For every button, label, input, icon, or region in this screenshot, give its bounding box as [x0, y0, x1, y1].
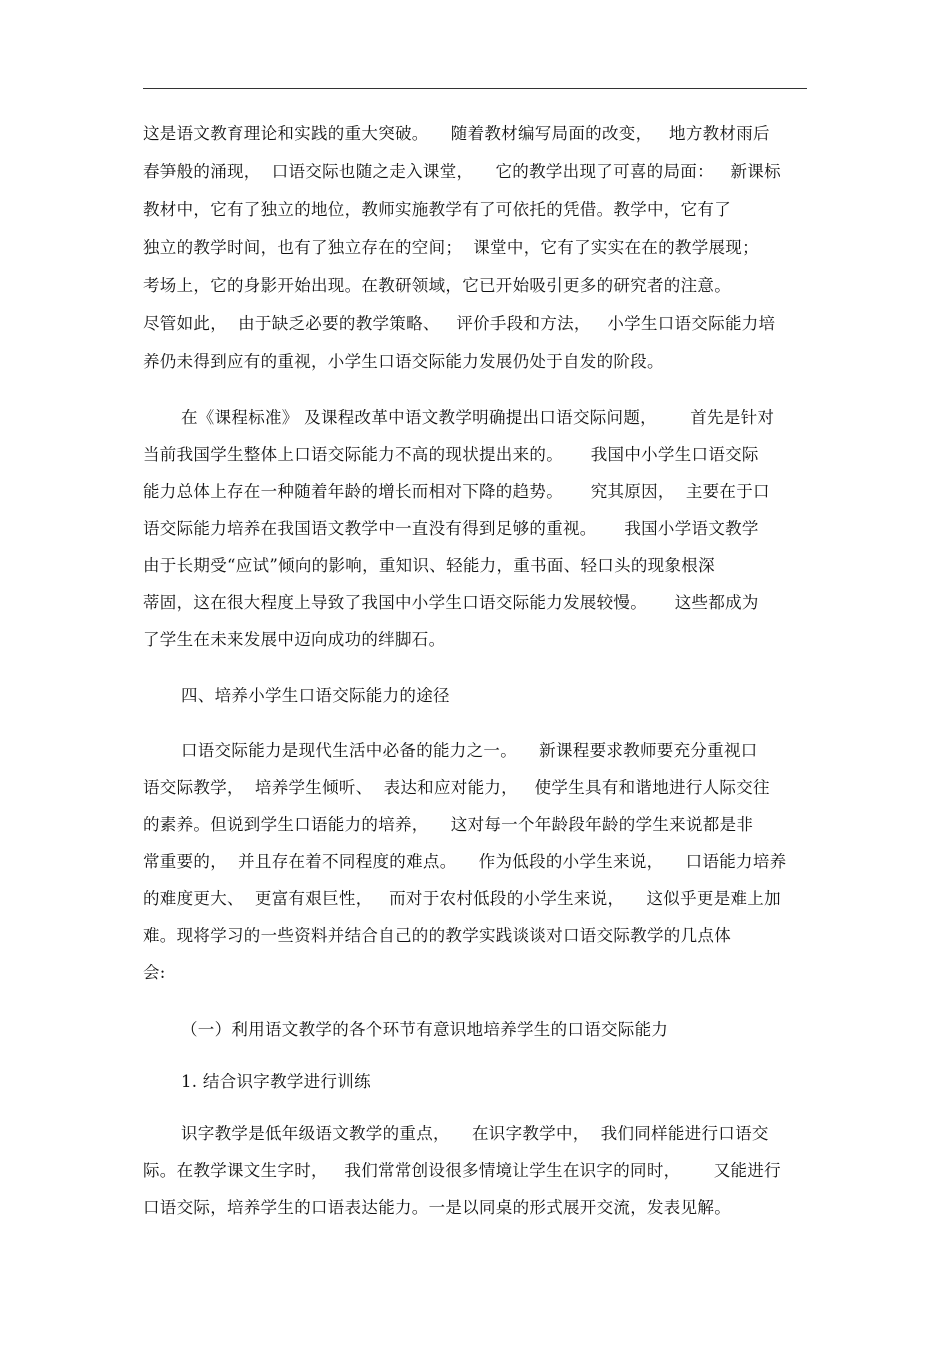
paragraph-4-line: 口语交际，培养学生的口语表达能力。一是以同桌的形式展开交流，发表见解。	[143, 1198, 731, 1217]
subsection-heading: （一）利用语文教学的各个环节有意识地培养学生的口语交际能力	[181, 1020, 669, 1039]
paragraph-1-line: 养仍未得到应有的重视，小学生口语交际能力发展仍处于自发的阶段。	[143, 352, 664, 371]
paragraph-2-line: 当前我国学生整体上口语交际能力不高的现状提出来的。 我国中小学生口语交际	[143, 445, 759, 464]
paragraph-1-line: 尽管如此， 由于缺乏必要的教学策略、 评价手段和方法， 小学生口语交际能力培	[143, 314, 776, 333]
paragraph-3-line: 口语交际能力是现代生活中必备的能力之一。 新课程要求教师要充分重视口	[181, 741, 758, 760]
paragraph-4-line: 际。在教学课文生字时， 我们常常创设很多情境让学生在识字的同时， 又能进行	[143, 1161, 781, 1180]
paragraph-2-line: 在《课程标准》 及课程改革中语文教学明确提出口语交际问题， 首先是针对	[181, 408, 775, 427]
paragraph-4-line: 识字教学是低年级语文教学的重点， 在识字教学中， 我们同样能进行口语交	[181, 1124, 769, 1143]
sub-subsection-heading: 1. 结合识字教学进行训练	[181, 1072, 371, 1091]
paragraph-2-line: 蒂固，这在很大程度上导致了我国中小学生口语交际能力发展较慢。 这些都成为	[143, 593, 759, 612]
paragraph-2-line: 了学生在未来发展中迈向成功的绊脚石。	[143, 630, 446, 649]
paragraph-3-line: 的难度更大、 更富有艰巨性， 而对于农村低段的小学生来说， 这似乎更是难上加	[143, 889, 781, 908]
paragraph-3-line: 语交际教学， 培养学生倾听、 表达和应对能力， 使学生具有和谐地进行人际交往	[143, 778, 770, 797]
paragraph-3-line: 难。现将学习的一些资料并结合自己的的教学实践谈谈对口语交际教学的几点体	[143, 926, 731, 945]
paragraph-1-line: 独立的教学时间，也有了独立存在的空间； 课堂中，它有了实实在在的教学展现；	[143, 238, 759, 257]
paragraph-1-line: 春笋般的涌现， 口语交际也随之走入课堂， 它的教学出现了可喜的局面： 新课标	[143, 162, 781, 181]
paragraph-3-line: 会:	[143, 963, 166, 982]
paragraph-1-line: 这是语文教育理论和实践的重大突破。 随着教材编写局面的改变， 地方教材雨后	[143, 124, 770, 143]
paragraph-3-line: 的素养。但说到学生口语能力的培养， 这对每一个年龄段年龄的学生来说都是非	[143, 815, 754, 834]
paragraph-3-line: 常重要的， 并且存在着不同程度的难点。 作为低段的小学生来说， 口语能力培养	[143, 852, 787, 871]
paragraph-2-line: 由于长期受“应试”倾向的影响，重知识、轻能力，重书面、轻口头的现象根深	[143, 556, 715, 575]
header-rule	[143, 88, 807, 89]
paragraph-2-line: 能力总体上存在一种随着年龄的增长而相对下降的趋势。 究其原因， 主要在于口	[143, 482, 770, 501]
section-heading: 四、培养小学生口语交际能力的途径	[181, 686, 450, 705]
paragraph-1-line: 教材中，它有了独立的地位，教师实施教学有了可依托的凭借。教学中，它有了	[143, 200, 731, 219]
paragraph-1-line: 考场上，它的身影开始出现。在教研领域，它已开始吸引更多的研究者的注意。	[143, 276, 731, 295]
paragraph-2-line: 语交际能力培养在我国语文教学中一直没有得到足够的重视。 我国小学语文教学	[143, 519, 759, 538]
